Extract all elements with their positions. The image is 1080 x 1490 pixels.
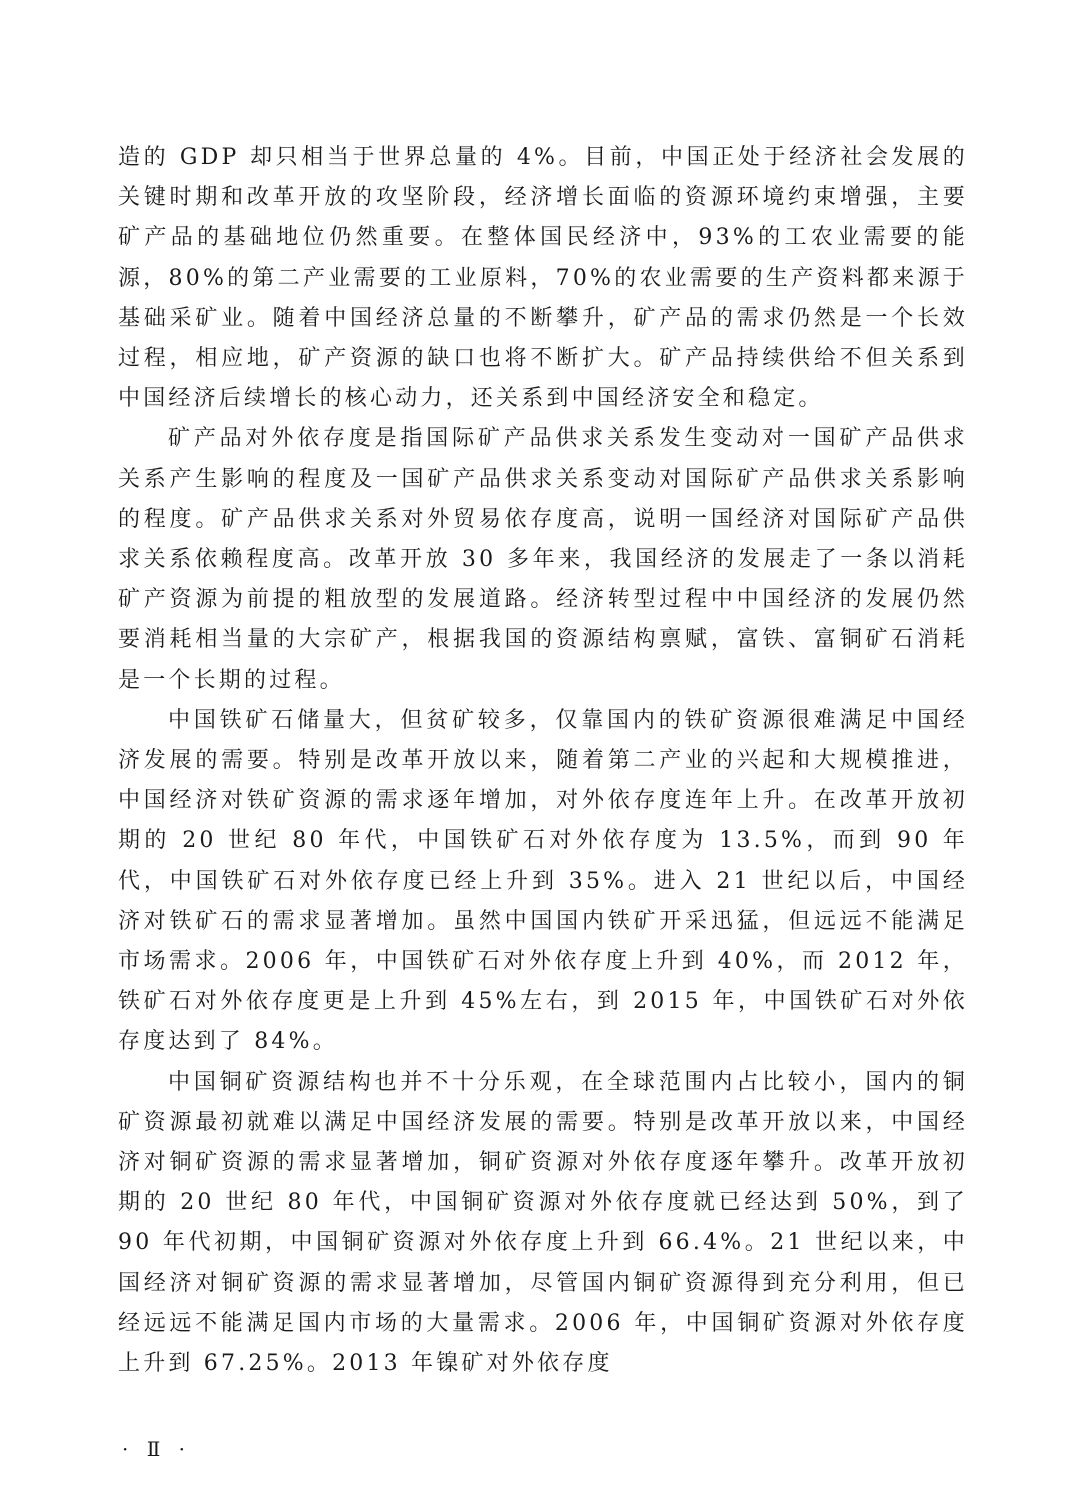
paragraph-iron-ore: 中国铁矿石储量大，但贫矿较多，仅靠国内的铁矿资源很难满足中国经济发展的需要。特别是改革开放以来，随着第二产业的兴起和大规模推进，中国经济对铁矿资源的需求逐年增加，对外依存度连年上升。在改革开放初期的 20 世纪 80 年代，中国铁矿石对外依存度为 13.5%，而到 90 年代，中国铁矿石对外依存度已经上升到 35%。进入 21 世纪以后，中国经济对铁矿石的需求显著增加。虽然中国国内铁矿开采迅猛，但远远不能满足市场需求。2006 年，中国铁矿石对外依存度上升到 40%，而 2012 年，铁矿石对外依存度更是上升到 45%左右，到 2015 年，中国铁矿石对外依存度达到了 84%。 [118, 707, 968, 1055]
page-number: · Ⅱ · [122, 1437, 192, 1461]
paragraph-dependence-definition: 矿产品对外依存度是指国际矿产品供求关系发生变动对一国矿产品供求关系产生影响的程度及一国矿产品供求关系变动对国际矿产品供求关系影响的程度。矿产品供求关系对外贸易依存度高，说明一国经济对国际矿产品供求关系依赖程度高。改革开放 30 多年来，我国经济的发展走了一条以消耗矿产资源为前提的粗放型的发展道路。经济转型过程中中国经济的发展仍然要消耗相当量的大宗矿产，根据我国的资源结构禀赋，富铁、富铜矿石消耗是一个长期的过程。 [118, 426, 968, 693]
paragraph-continuation: 造的 GDP 却只相当于世界总量的 4%。目前，中国正处于经济社会发展的关键时期和改革开放的攻坚阶段，经济增长面临的资源环境约束增强，主要矿产品的基础地位仍然重要。在整体国民经济中，93%的工农业需要的能源，80%的第二产业需要的工业原料，70%的农业需要的生产资料都来源于基础采矿业。随着中国经济总量的不断攀升，矿产品的需求仍然是一个长效过程，相应地，矿产资源的缺口也将不断扩大。矿产品持续供给不但关系到中国经济后续增长的核心动力，还关系到中国经济安全和稳定。 [118, 145, 968, 412]
paragraph-copper-ore: 中国铜矿资源结构也并不十分乐观，在全球范围内占比较小，国内的铜矿资源最初就难以满足中国经济发展的需要。特别是改革开放以来，中国经济对铜矿资源的需求显著增加，铜矿资源对外依存度逐年攀升。改革开放初期的 20 世纪 80 年代，中国铜矿资源对外依存度就已经达到 50%，到了 90 年代初期，中国铜矿资源对外依存度上升到 66.4%。21 世纪以来，中国经济对铜矿资源的需求显著增加，尽管国内铜矿资源得到充分利用，但已经远远不能满足国内市场的大量需求。2006 年，中国铜矿资源对外依存度上升到 67.25%。2013 年镍矿对外依存度 [118, 1069, 968, 1377]
page-body [118, 138, 968, 1384]
